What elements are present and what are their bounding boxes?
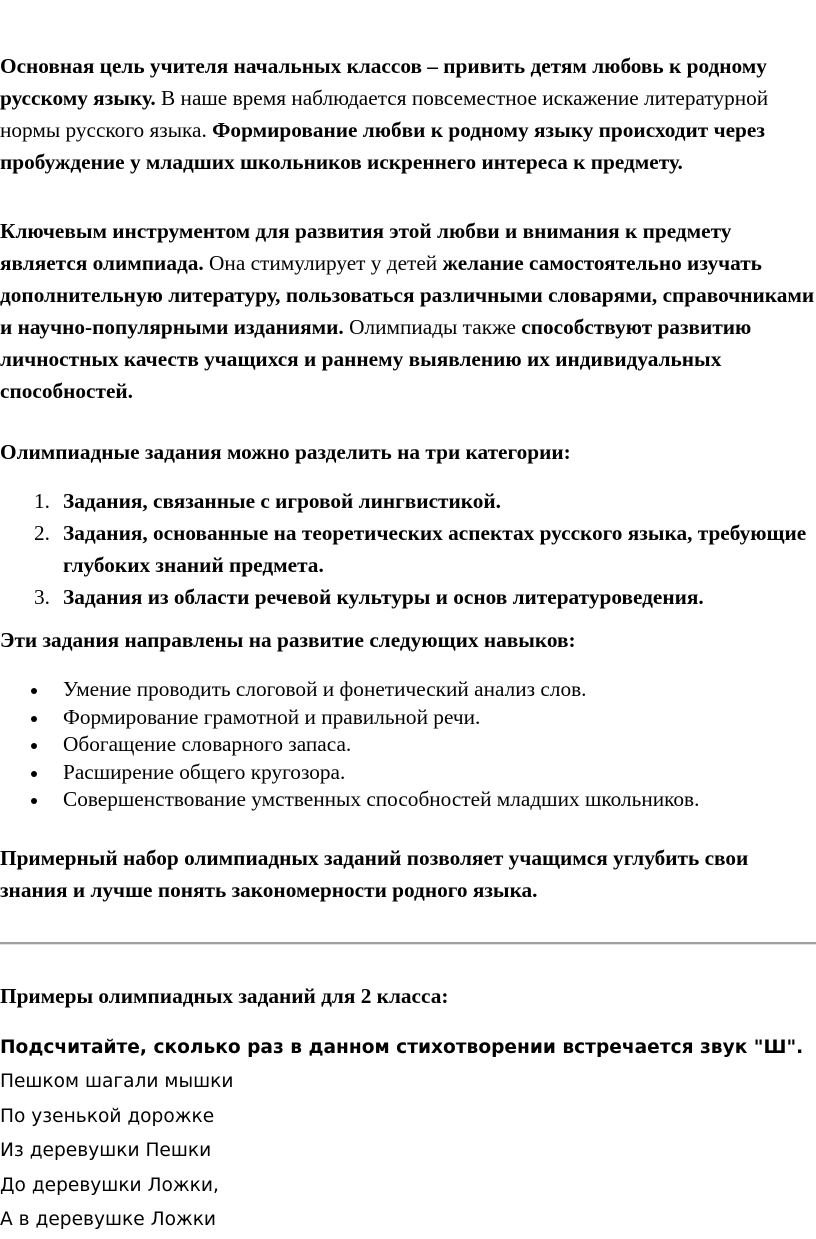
poem-line: По узенькой дорожке [0, 1105, 215, 1127]
olympiad-bold-1: Ключевым инструментом для развития этой любви и внимания к предмету является олимпиада. [0, 219, 732, 275]
intro-paragraph [0, 50, 816, 178]
list-item [0, 731, 816, 759]
list-number: 2. [34, 521, 50, 545]
list-number: 1. [34, 489, 50, 513]
intro-bold-1: Основная цель учителя начальных классов – привить детям любовь к родному русскому языку. [0, 54, 767, 110]
categories-heading [0, 436, 816, 468]
poem-line: Из деревушки Пешки [0, 1140, 212, 1161]
list-number: 3. [34, 585, 50, 609]
task-prompt: Подсчитайте, сколько раз в данном стихотворении встречается звук "Ш". [0, 1037, 804, 1058]
list-item-text: Задания, основанные на теоретических аспектах русского языка, требующие глубоких знаний предмета. [63, 521, 807, 577]
intro-text-2: В наше время наблюдается повсеместное искажение литературной нормы русского языка. [0, 86, 769, 142]
list-item-text: Задания, связанные с игровой лингвистикой. [63, 489, 502, 513]
skills-list [0, 676, 816, 814]
olympiad-text-4: Олимпиады также [343, 315, 522, 339]
horizontal-divider [0, 942, 816, 945]
poem-line: Пешком шагали мышки [0, 1071, 234, 1092]
poem [0, 1065, 816, 1238]
examples-heading-text: Примеры олимпиадных заданий для 2 класса: [0, 984, 449, 1008]
examples-heading [0, 980, 816, 1012]
list-item-text: Формирование грамотной и правильной речи. [63, 704, 481, 729]
list-item [0, 676, 816, 704]
summary-paragraph [0, 842, 816, 906]
intro-bold-3: Формирование любви к родному языку происходит через пробуждение у младших школьников искреннего интереса к предмету. [0, 118, 765, 174]
summary-text: Примерный набор олимпиадных заданий позволяет учащимся углубить свои знания и лучше понять закономерности родного языка. [0, 846, 749, 902]
list-item [0, 517, 816, 581]
list-item-text: Задания из области речевой культуры и основ литературоведения. [63, 585, 704, 609]
poem-line: До деревушки Ложки, [0, 1174, 219, 1196]
list-item [0, 704, 816, 732]
bullet-icon [31, 771, 37, 777]
list-item [0, 581, 816, 613]
list-item-text: Совершенствование умственных способностей младших школьников. [63, 787, 700, 811]
bullet-icon [31, 688, 37, 694]
skills-heading-text: Эти задания направлены на развитие следующих навыков: [0, 628, 576, 652]
skills-heading [0, 624, 816, 656]
list-item-text: Обогащение словарного запаса. [63, 732, 352, 756]
list-item-text: Расширение общего кругозора. [63, 759, 346, 784]
bullet-icon [31, 716, 37, 722]
olympiad-bold-3: желание самостоятельно изучать дополнительную литературу, пользоваться различными словарями, справочниками и научно-популярными изданиями. [0, 251, 815, 339]
categories-heading-text: Олимпиадные задания можно разделить на три категории: [0, 440, 571, 464]
olympiad-text-2: Она стимулирует у детей [203, 251, 443, 275]
list-item [0, 786, 816, 814]
poem-line: А в деревушке Ложки [0, 1209, 217, 1230]
olympiad-paragraph [0, 215, 816, 407]
list-item [0, 759, 816, 787]
olympiad-bold-5: способствуют развитию личностных качеств учащихся и раннему выявлению их индивидуальных способностей. [0, 315, 752, 403]
categories-list [0, 485, 816, 613]
bullet-icon [31, 798, 37, 804]
list-item-text: Умение проводить слоговой и фонетический анализ слов. [63, 677, 587, 701]
bullet-icon [31, 743, 37, 749]
list-item [0, 485, 816, 517]
